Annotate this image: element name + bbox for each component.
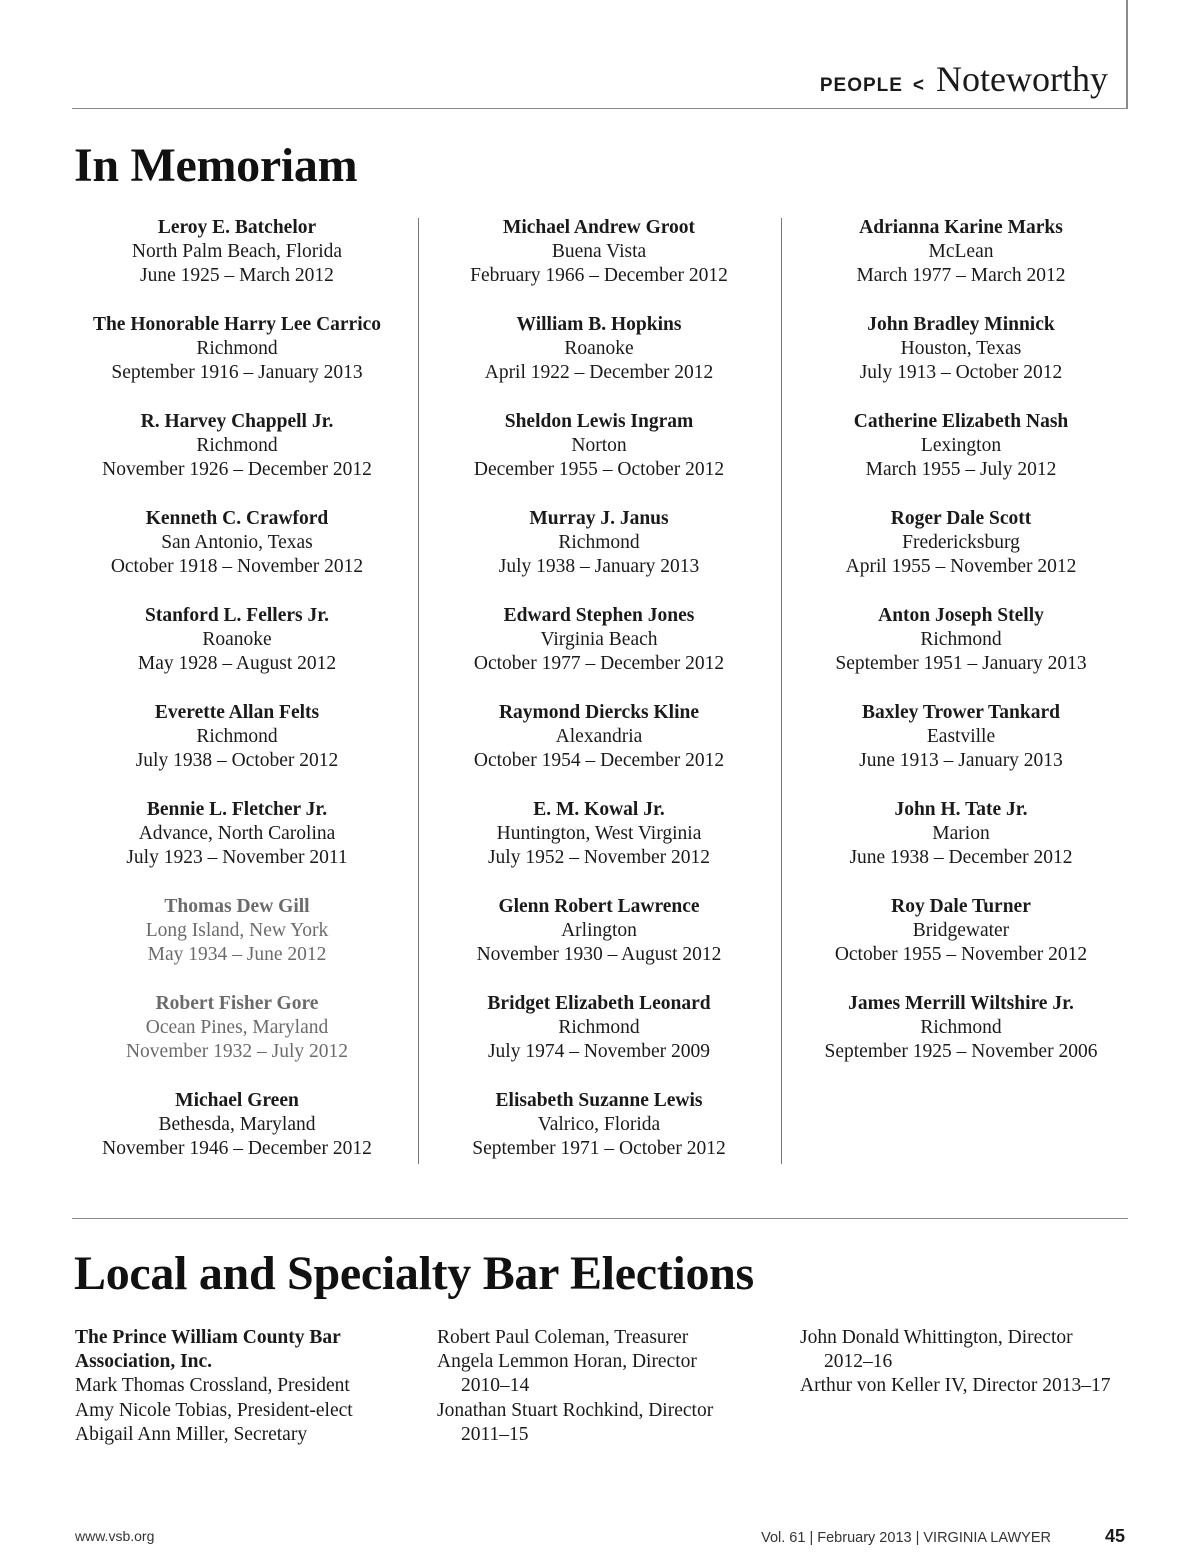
memoriam-place: Richmond: [920, 1017, 1002, 1039]
memoriam-entry: [56, 798, 418, 895]
memoriam-name: Sheldon Lewis Ingram: [504, 411, 694, 432]
footer-website: www.vsb.org: [75, 1528, 155, 1544]
memoriam-place: Richmond: [558, 532, 640, 554]
memoriam-place: Arlington: [561, 920, 637, 942]
memoriam-entry: [418, 992, 780, 1089]
officer-line: 2010–14: [461, 1375, 530, 1397]
memoriam-name: R. Harvey Chappell Jr.: [140, 411, 334, 432]
memoriam-entry: [418, 410, 780, 507]
officer-line: Abigail Ann Miller, Secretary: [75, 1423, 308, 1445]
memoriam-entry: [780, 313, 1142, 410]
officer-line: Angela Lemmon Horan, Director: [437, 1351, 697, 1373]
memoriam-place: Eastville: [926, 726, 996, 748]
memoriam-dates: September 1916 – January 2013: [111, 362, 363, 384]
memoriam-name: Michael Andrew Groot: [502, 217, 696, 238]
memoriam-dates: June 1938 – December 2012: [849, 847, 1073, 869]
officer-line: 2012–16: [824, 1351, 893, 1373]
memoriam-name: Roy Dale Turner: [891, 896, 1031, 917]
memoriam-entry: [56, 992, 418, 1089]
memoriam-name: Bridget Elizabeth Leonard: [487, 993, 711, 1014]
memoriam-place: Richmond: [558, 1017, 640, 1039]
memoriam-place: Richmond: [920, 629, 1002, 651]
memoriam-title: In Memoriam: [74, 139, 358, 192]
memoriam-entry: [56, 604, 418, 701]
memoriam-entry: [418, 313, 780, 410]
memoriam-entry: [418, 798, 780, 895]
memoriam-place: North Palm Beach, Florida: [131, 241, 343, 263]
bar-association-name: The Prince William County Bar: [75, 1327, 341, 1348]
memoriam-name: Murray J. Janus: [529, 508, 669, 529]
memoriam-entry: [56, 507, 418, 604]
memoriam-entry: [56, 216, 418, 313]
officer-line: John Donald Whittington, Director: [800, 1327, 1073, 1348]
memoriam-name: Raymond Diercks Kline: [498, 702, 700, 723]
memoriam-dates: May 1934 – June 2012: [147, 944, 327, 966]
memoriam-entry: [56, 1089, 418, 1186]
memoriam-name: Leroy E. Batchelor: [157, 217, 317, 238]
memoriam-dates: December 1955 – October 2012: [473, 459, 725, 481]
memoriam-entry: [56, 410, 418, 507]
officer-line: Jonathan Stuart Rochkind, Director: [437, 1399, 714, 1421]
officer-line: Robert Paul Coleman, Treasurer: [437, 1327, 689, 1348]
memoriam-entry: [418, 1089, 780, 1186]
memoriam-place: Huntington, West Virginia: [496, 823, 702, 845]
memoriam-dates: September 1951 – January 2013: [835, 653, 1087, 675]
memoriam-name: Everette Allan Felts: [154, 702, 320, 723]
officer-line: Arthur von Keller IV, Director 2013–17: [800, 1375, 1111, 1397]
memoriam-column: [418, 216, 780, 1186]
memoriam-name: Anton Joseph Stelly: [878, 605, 1044, 626]
memoriam-dates: October 1977 – December 2012: [473, 653, 725, 675]
memoriam-place: Bethesda, Maryland: [158, 1114, 316, 1136]
memoriam-place: Houston, Texas: [900, 338, 1022, 360]
memoriam-name: Baxley Trower Tankard: [862, 702, 1060, 723]
memoriam-name: The Honorable Harry Lee Carrico: [92, 314, 382, 335]
bar-association-name: Association, Inc.: [75, 1351, 213, 1373]
memoriam-place: Long Island, New York: [145, 920, 329, 942]
memoriam-dates: February 1966 – December 2012: [470, 265, 728, 287]
memoriam-entry: [418, 895, 780, 992]
memoriam-entry: [418, 216, 780, 313]
memoriam-entry: [780, 507, 1142, 604]
memoriam-entry: [780, 410, 1142, 507]
memoriam-dates: September 1971 – October 2012: [472, 1138, 726, 1160]
memoriam-name: Kenneth C. Crawford: [145, 508, 329, 529]
running-header: [820, 58, 1108, 100]
header-divider: [72, 108, 1128, 109]
memoriam-name: Michael Green: [175, 1090, 299, 1111]
memoriam-name: Elisabeth Suzanne Lewis: [495, 1090, 703, 1111]
memoriam-entry: [780, 798, 1142, 895]
memoriam-entry: [780, 701, 1142, 798]
officer-line: Mark Thomas Crossland, President: [75, 1375, 350, 1397]
memoriam-place: Alexandria: [555, 726, 643, 748]
memoriam-place: Norton: [571, 435, 627, 457]
officer-line: Amy Nicole Tobias, President-elect: [75, 1399, 353, 1421]
memoriam-place: Ocean Pines, Maryland: [145, 1017, 329, 1039]
memoriam-name: James Merrill Wiltshire Jr.: [848, 993, 1074, 1014]
elections-column: [437, 1326, 713, 1447]
memoriam-dates: November 1932 – July 2012: [125, 1041, 349, 1063]
memoriam-dates: March 1977 – March 2012: [856, 265, 1066, 287]
memoriam-place: San Antonio, Texas: [161, 532, 313, 554]
memoriam-entry: [780, 992, 1142, 1089]
memoriam-name: Bennie L. Fletcher Jr.: [146, 799, 328, 820]
elections-column: [75, 1326, 353, 1447]
memoriam-dates: October 1954 – December 2012: [473, 750, 725, 772]
memoriam-column: [780, 216, 1142, 1186]
memoriam-name: Stanford L. Fellers Jr.: [145, 605, 329, 626]
memoriam-dates: July 1913 – October 2012: [859, 362, 1063, 384]
memoriam-dates: May 1928 – August 2012: [137, 653, 337, 675]
memoriam-place: Buena Vista: [551, 241, 647, 263]
memoriam-entry: [56, 313, 418, 410]
memoriam-dates: April 1955 – November 2012: [845, 556, 1077, 578]
footer-right: [761, 1526, 1125, 1547]
memoriam-place: Valrico, Florida: [537, 1114, 661, 1136]
memoriam-entry: [418, 507, 780, 604]
memoriam-place: Lexington: [920, 435, 1002, 457]
memoriam-name: E. M. Kowal Jr.: [533, 799, 665, 820]
memoriam-dates: March 1955 – July 2012: [865, 459, 1057, 481]
memoriam-place: Marion: [932, 823, 990, 845]
memoriam-dates: June 1925 – March 2012: [140, 265, 334, 287]
header-separator: <: [912, 75, 925, 96]
memoriam-dates: September 1925 – November 2006: [824, 1041, 1098, 1063]
memoriam-place: Roanoke: [564, 338, 634, 360]
memoriam-place: Virginia Beach: [540, 629, 658, 651]
page-number: 45: [1104, 1526, 1125, 1546]
memoriam-dates: July 1952 – November 2012: [487, 847, 711, 869]
memoriam-place: Richmond: [196, 435, 278, 457]
memoriam-place: Bridgewater: [912, 920, 1010, 942]
memoriam-place: McLean: [928, 241, 994, 263]
memoriam-entry: [56, 701, 418, 798]
memoriam-dates: October 1918 – November 2012: [110, 556, 364, 578]
top-right-vertical-rule: [1126, 0, 1128, 108]
memoriam-column: [56, 216, 418, 1186]
memoriam-name: Adrianna Karine Marks: [859, 217, 1063, 238]
memoriam-dates: July 1974 – November 2009: [487, 1041, 711, 1063]
elections-column: [800, 1326, 1111, 1399]
memoriam-place: Richmond: [196, 338, 278, 360]
memoriam-name: Thomas Dew Gill: [164, 896, 310, 917]
header-title: Noteworthy: [936, 59, 1108, 99]
memoriam-entry: [780, 216, 1142, 313]
memoriam-dates: April 1922 – December 2012: [484, 362, 714, 384]
memoriam-list: [56, 216, 1144, 1186]
memoriam-entry: [418, 604, 780, 701]
memoriam-entry: [418, 701, 780, 798]
memoriam-name: Robert Fisher Gore: [155, 993, 319, 1014]
memoriam-dates: November 1930 – August 2012: [476, 944, 722, 966]
memoriam-name: Catherine Elizabeth Nash: [853, 411, 1069, 432]
memoriam-place: Roanoke: [202, 629, 272, 651]
memoriam-entry: [780, 895, 1142, 992]
memoriam-dates: October 1955 – November 2012: [834, 944, 1088, 966]
memoriam-entry: [780, 604, 1142, 701]
memoriam-name: John Bradley Minnick: [867, 314, 1055, 335]
memoriam-name: William B. Hopkins: [516, 314, 682, 335]
elections-title: Local and Specialty Bar Elections: [74, 1247, 754, 1300]
memoriam-entry: [56, 895, 418, 992]
memoriam-dates: July 1938 – October 2012: [135, 750, 339, 772]
footer-publication: Vol. 61 | February 2013 | VIRGINIA LAWYER: [761, 1530, 1051, 1546]
memoriam-dates: November 1946 – December 2012: [102, 1138, 372, 1160]
memoriam-place: Fredericksburg: [902, 532, 1020, 554]
memoriam-dates: June 1913 – January 2013: [859, 750, 1063, 772]
memoriam-name: Edward Stephen Jones: [503, 605, 695, 626]
memoriam-dates: July 1923 – November 2011: [126, 847, 348, 869]
memoriam-dates: July 1938 – January 2013: [498, 556, 700, 578]
section-divider: [72, 1218, 1128, 1219]
header-section-label: PEOPLE: [819, 75, 903, 96]
memoriam-place: Richmond: [196, 726, 278, 748]
officer-line: 2011–15: [461, 1423, 529, 1445]
memoriam-place: Advance, North Carolina: [138, 823, 336, 845]
memoriam-name: Roger Dale Scott: [890, 508, 1032, 529]
memoriam-dates: November 1926 – December 2012: [102, 459, 372, 481]
memoriam-name: Glenn Robert Lawrence: [498, 896, 700, 917]
memoriam-name: John H. Tate Jr.: [894, 799, 1028, 820]
